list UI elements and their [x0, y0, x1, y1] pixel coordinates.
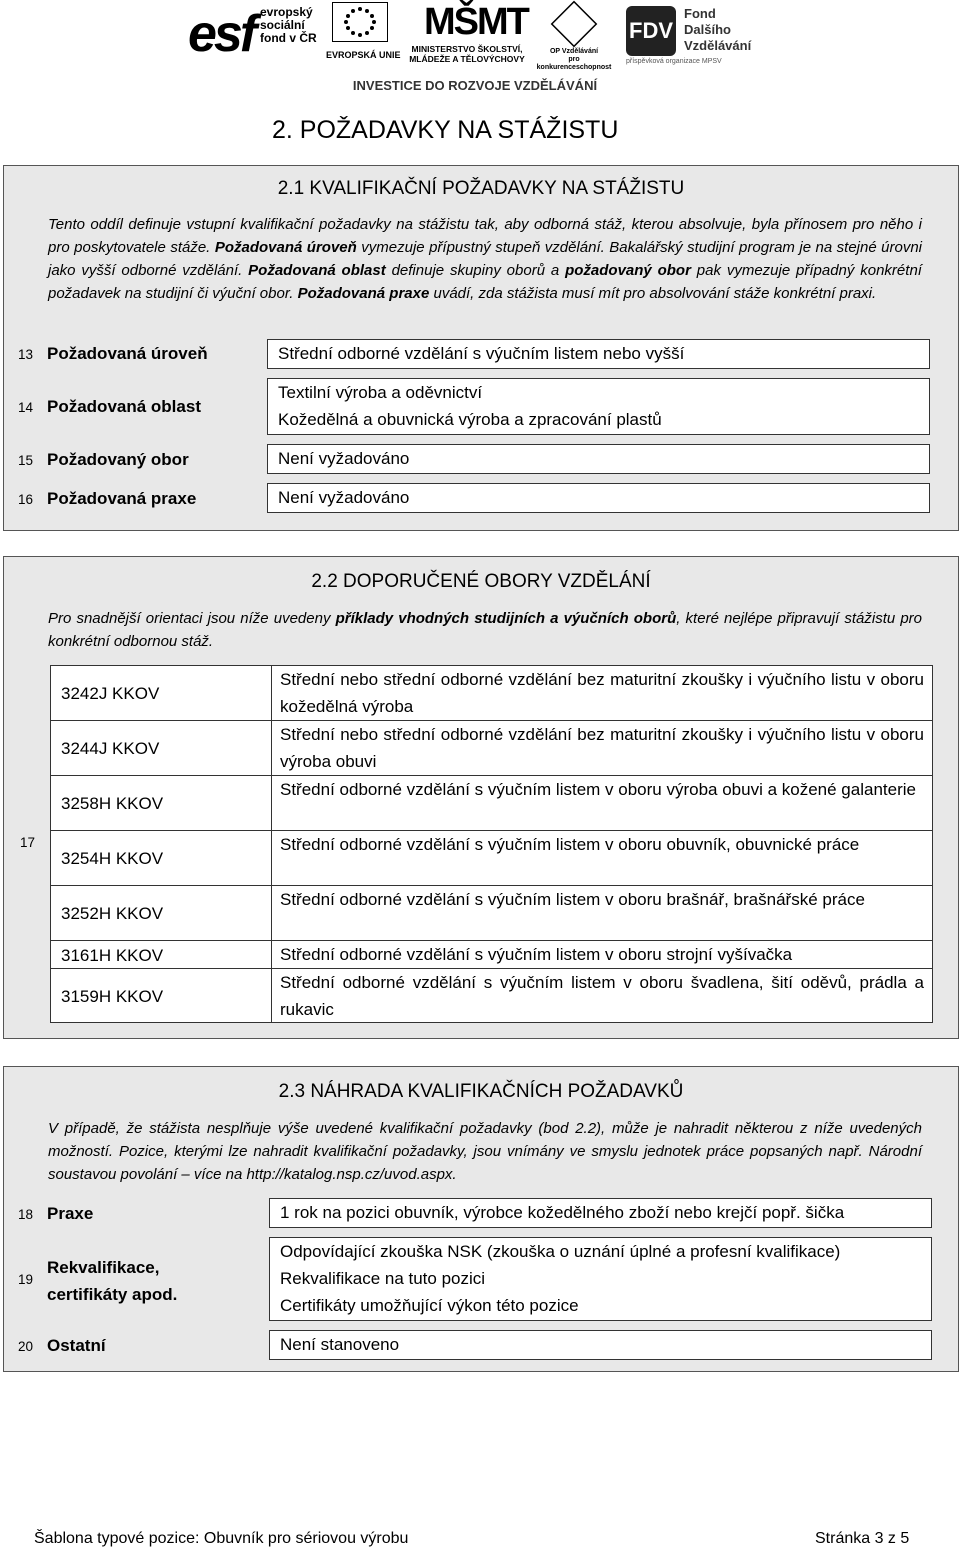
- description-text: uvádí, zda stážista musí mít pro absolvování stáže konkrétní praxi.: [429, 285, 877, 302]
- row-number: 16: [18, 492, 34, 507]
- emphasis-text: požadovaný obor: [565, 262, 691, 279]
- divider: [51, 885, 271, 886]
- field-code: 3244J KKOV: [61, 739, 160, 758]
- value-line: Není stanoveno: [280, 1335, 400, 1354]
- row-number: 17: [20, 835, 36, 850]
- value-box: [267, 378, 930, 435]
- op-line: OP Vzdělávání: [549, 48, 599, 55]
- msmt-line: MINISTERSTVO ŠKOLSTVÍ,: [411, 44, 523, 54]
- fdv-mark: FDV: [626, 6, 676, 56]
- msmt-mark: MŠMT: [424, 1, 528, 43]
- eu-label: EVROPSKÁ UNIE: [326, 50, 401, 60]
- fdv-subtitle: příspěvková organizace MPSV: [626, 58, 722, 65]
- description-text: , které nejlépe připravují stážistu pro konkrétní odbornou stáž.: [48, 610, 923, 650]
- msmt-text: [402, 44, 532, 64]
- row-number: 20: [18, 1339, 34, 1354]
- description-text: V případě, že stážista nesplňuje výše uvedené kvalifikační požadavky (bod 2.2), může je nahradit některou z níže uvedených možností. Pozice, kterými lze nahradit kvalifikační požadavky, jsou vnímány ve smyslu jednotek práce popsaných např. Národní soustavou povolání – více na http://katalog.nsp.cz/uvod.aspx.: [48, 1120, 922, 1183]
- value-line: Není vyžadováno: [278, 449, 410, 468]
- section-title: 2.3 NÁHRADA KVALIFIKAČNÍCH POŽADAVKŮ: [278, 1081, 684, 1102]
- value-line: Rekvalifikace na tuto pozici: [280, 1269, 486, 1288]
- emphasis-text: Požadovaná úroveň: [214, 239, 357, 256]
- row-number: 13: [18, 347, 34, 362]
- field-code: 3159H KKOV: [61, 987, 164, 1006]
- divider: [51, 968, 271, 969]
- description-text: definuje skupiny oborů a: [385, 262, 566, 279]
- fdv-logo: [626, 2, 768, 64]
- value-line: Není vyžadováno: [278, 488, 410, 507]
- field-code-column: [50, 665, 272, 1023]
- description-text: vymezuje přípustný stupeň vzdělání. Bakalářský studijní program je na stejné úrovni jako vyšší odborné vzdělání.: [48, 239, 922, 279]
- field-description-column: [271, 665, 933, 1023]
- section-description: [48, 213, 922, 305]
- field-description: Střední nebo střední odborné vzdělání bez maturitní zkoušky i výučního listu v oboru výroba obuvi: [280, 725, 924, 771]
- row-label: Požadovaná praxe: [47, 489, 197, 508]
- field-code: 3258H KKOV: [61, 794, 164, 813]
- fdv-line: Dalšího: [684, 22, 731, 37]
- value-box: [267, 444, 930, 474]
- section-qualification: [3, 165, 959, 531]
- value-box: [269, 1330, 932, 1360]
- page-title: 2. POŽADAVKY NA STÁŽISTU: [272, 116, 619, 144]
- field-code: 3242J KKOV: [61, 684, 160, 703]
- value-box: [267, 339, 930, 369]
- esf-logo-mark: esf: [188, 5, 255, 63]
- eu-flag-icon: [332, 2, 388, 42]
- section-substitution: [3, 1066, 959, 1372]
- value-line: 1 rok na pozici obuvník, výrobce kožedělného zboží nebo krejčí popř. šička: [280, 1203, 845, 1222]
- description-text: Tento oddíl definuje vstupní kvalifikační požadavky na stážistu tak, aby odborná stáž, kterou absolvuje, byla přínosem pro něho i pro poskytovatele stáže.: [48, 216, 922, 256]
- row-label: Požadovaná úroveň: [47, 344, 208, 363]
- esf-logo: [188, 2, 318, 64]
- field-description: Střední odborné vzdělání s výučním listem v oboru obuvník, obuvnické práce: [280, 835, 860, 854]
- section-title: 2.1 KVALIFIKAČNÍ POŽADAVKY NA STÁŽISTU: [277, 178, 685, 199]
- fdv-line: Fond: [684, 6, 716, 21]
- invest-banner: INVESTICE DO ROZVOJE VZDĚLÁVÁNÍ: [352, 78, 598, 93]
- divider: [51, 830, 271, 831]
- eu-logo: [326, 2, 401, 64]
- row-number: 18: [18, 1207, 34, 1222]
- section-recommended-fields: [3, 556, 959, 1039]
- op-line: pro konkurenceschopnost: [536, 56, 612, 71]
- row-label: Požadovaný obor: [47, 450, 189, 469]
- op-logo: [534, 2, 614, 71]
- esf-line: fond v ČR: [260, 31, 317, 45]
- row-number: 14: [18, 400, 34, 415]
- footer-template-name: Šablona typové pozice: Obuvník pro sériovou výrobu: [34, 1530, 409, 1547]
- op-mark-icon: [551, 1, 598, 48]
- emphasis-text: Požadovaná oblast: [248, 262, 386, 279]
- value-line: Střední odborné vzdělání s výučním listem nebo vyšší: [278, 344, 685, 363]
- row-label: Rekvalifikace, certifikáty apod.: [47, 1258, 178, 1304]
- row-label: Praxe: [47, 1204, 94, 1223]
- row-number: 19: [18, 1272, 34, 1287]
- field-code: 3254H KKOV: [61, 849, 164, 868]
- footer-page-number: Stránka 3 z 5: [815, 1530, 910, 1547]
- section-title: 2.2 DOPORUČENÉ OBORY VZDĚLÁNÍ: [311, 571, 651, 592]
- value-box: [269, 1198, 932, 1228]
- row-number: 15: [18, 453, 34, 468]
- field-description: Střední odborné vzdělání s výučním listem v oboru švadlena, šití oděvů, prádla a rukavic: [280, 973, 924, 1019]
- divider: [51, 720, 271, 721]
- op-text: [534, 48, 614, 72]
- field-description: Střední odborné vzdělání s výučním listem v oboru výroba obuvi a kožené galanterie: [280, 780, 916, 799]
- value-box: [269, 1237, 932, 1321]
- esf-line: evropský: [260, 5, 313, 19]
- value-line: Certifikáty umožňující výkon této pozice: [280, 1296, 579, 1315]
- emphasis-text: Požadovaná praxe: [297, 285, 430, 302]
- esf-logo-text: [260, 6, 317, 45]
- description-text: pak vymezuje případný konkrétní požadavek na studijní či výuční obor.: [48, 262, 922, 302]
- msmt-line: MLÁDEŽE A TĚLOVÝCHOVY: [409, 54, 525, 64]
- row-label: Ostatní: [47, 1336, 106, 1355]
- field-code: 3161H KKOV: [61, 946, 164, 965]
- fdv-line: Vzdělávání: [684, 38, 752, 53]
- value-line: Textilní výroba a oděvnictví: [278, 383, 483, 402]
- description-text: Pro snadnější orientaci jsou níže uvedeny: [48, 610, 336, 627]
- esf-line: sociální: [260, 18, 305, 32]
- emphasis-text: příklady vhodných studijních a výučních oborů: [335, 610, 677, 627]
- divider: [51, 775, 271, 776]
- section-description: [48, 1117, 922, 1186]
- value-box: [267, 483, 930, 513]
- divider: [51, 940, 271, 941]
- field-description: Střední odborné vzdělání s výučním listem v oboru strojní vyšívačka: [280, 945, 793, 964]
- section-description: [48, 607, 922, 653]
- field-code: 3252H KKOV: [61, 904, 164, 923]
- msmt-logo: [402, 1, 528, 64]
- row-label: Požadovaná oblast: [47, 397, 201, 416]
- value-line: Odpovídající zkouška NSK (zkouška o uznání úplné a profesní kvalifikace): [280, 1242, 841, 1261]
- field-description: Střední nebo střední odborné vzdělání bez maturitní zkoušky i výučního listu v oboru kožedělná výroba: [280, 670, 924, 716]
- fdv-text: [684, 6, 751, 54]
- field-description: Střední odborné vzdělání s výučním listem v oboru brašnář, brašnářské práce: [280, 890, 865, 909]
- value-line: Kožedělná a obuvnická výroba a zpracování plastů: [278, 410, 662, 429]
